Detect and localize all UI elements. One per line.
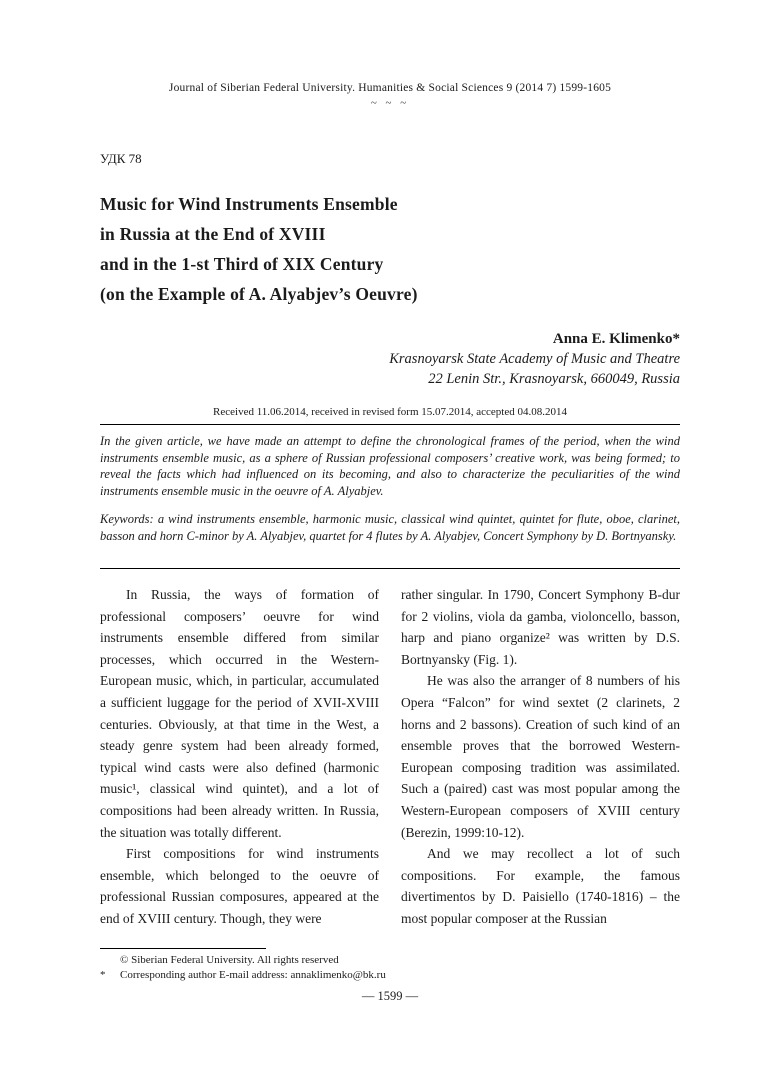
rule-above-body (100, 568, 680, 569)
corresponding-author-line (100, 968, 680, 983)
abstract-paragraph: In the given article, we have made an attempt to define the chronological frames of the period, when the wind instruments ensemble music, as a sphere of Russian professional composers’ creative work, was being formed; to reveal the facts which had influenced on its becoming, and also to characterize the peculiarities of the wind instruments ensemble music in the oeuvre of A. Alyabjev. (100, 434, 680, 498)
body-paragraph: In Russia, the ways of formation of professional composers’ oeuvre for wind instruments ensemble differed from similar processes, which occurred in the Western-European music, which, in particular, accumulated a sufficient luggage for the period of XVII-XVIII centuries. Obviously, at that time in the West, a steady genre system had been already formed, typical wind casts were also defined (harmonic music¹, classical wind quintet), and a lot of compositions had been already written. In Russia, the situation was totally different. (100, 587, 379, 840)
keywords-paragraph: Keywords: a wind instruments ensemble, harmonic music, classical wind quintet, quintet for flute, oboe, clarinet, basson and horn C-minor by A. Alyabjev, quartet for 4 flutes by A. Alyabjev, Concert Symphony by D. Bortnyansky. (100, 512, 680, 543)
copyright-line (100, 953, 680, 968)
page-number: — 1599 — (361, 989, 419, 1003)
corresponding-author-text: Corresponding author E-mail address: annaklimenko@bk.ru (120, 969, 386, 981)
footnote-rule (100, 948, 266, 949)
article-title-line-4: (on the Example of A. Alyabjev’s Oeuvre) (100, 284, 418, 304)
copyright-marker (100, 953, 120, 968)
right-column (401, 584, 680, 930)
article-title-line-1: Music for Wind Instruments Ensemble (100, 194, 398, 214)
article-title-line-2: in Russia at the End of XVIII (100, 224, 326, 244)
received-dates-line: Received 11.06.2014, received in revised form 15.07.2014, accepted 04.08.2014 (213, 406, 567, 418)
author-name: Anna E. Klimenko* (552, 331, 680, 347)
journal-header-line: Journal of Siberian Federal University. Humanities & Social Sciences 9 (2014 7) 1599-1605 (168, 82, 612, 94)
author-affiliation: Krasnoyarsk State Academy of Music and Theatre (389, 351, 680, 367)
copyright-text: © Siberian Federal University. All rights reserved (120, 954, 339, 966)
udc-code: УДК 78 (100, 151, 142, 166)
body-paragraph: And we may recollect a lot of such compositions. For example, the famous divertimentos by D. Paisiello (1740-1816) – the most popular composer at the Russian (401, 846, 680, 926)
article-title-line-3: and in the 1-st Third of XIX Century (100, 254, 384, 274)
corresponding-author-marker: * (100, 969, 106, 981)
body-paragraph: rather singular. In 1790, Concert Symphony B-dur for 2 violins, viola da gamba, violoncello, basson, harp and piano organize² was written by D.S. Bortnyansky (Fig. 1). (401, 587, 680, 667)
article-title (100, 189, 680, 309)
left-column (100, 584, 379, 930)
body-columns (100, 584, 680, 930)
footnote-block (100, 948, 680, 983)
body-paragraph: First compositions for wind instruments ensemble, which belonged to the oeuvre of professional Russian composures, appeared at the end of XVIII century. Though, they were (100, 846, 379, 926)
author-address: 22 Lenin Str., Krasnoyarsk, 660049, Russia (428, 371, 680, 387)
rule-above-abstract (100, 424, 680, 425)
tilde-separator: ~ ~ ~ (370, 97, 410, 109)
author-block (100, 329, 680, 389)
body-paragraph: He was also the arranger of 8 numbers of his Opera “Falcon” for wind sextet (2 clarinets, 2 horns and 2 bassons). Creation of such kind of an ensemble proves that the borrowed Western-European composing tradition was assimilated. Such a (paired) cast was most popular among the Western-European composers of XVIII century (Berezin, 1999:10-12). (401, 673, 680, 840)
